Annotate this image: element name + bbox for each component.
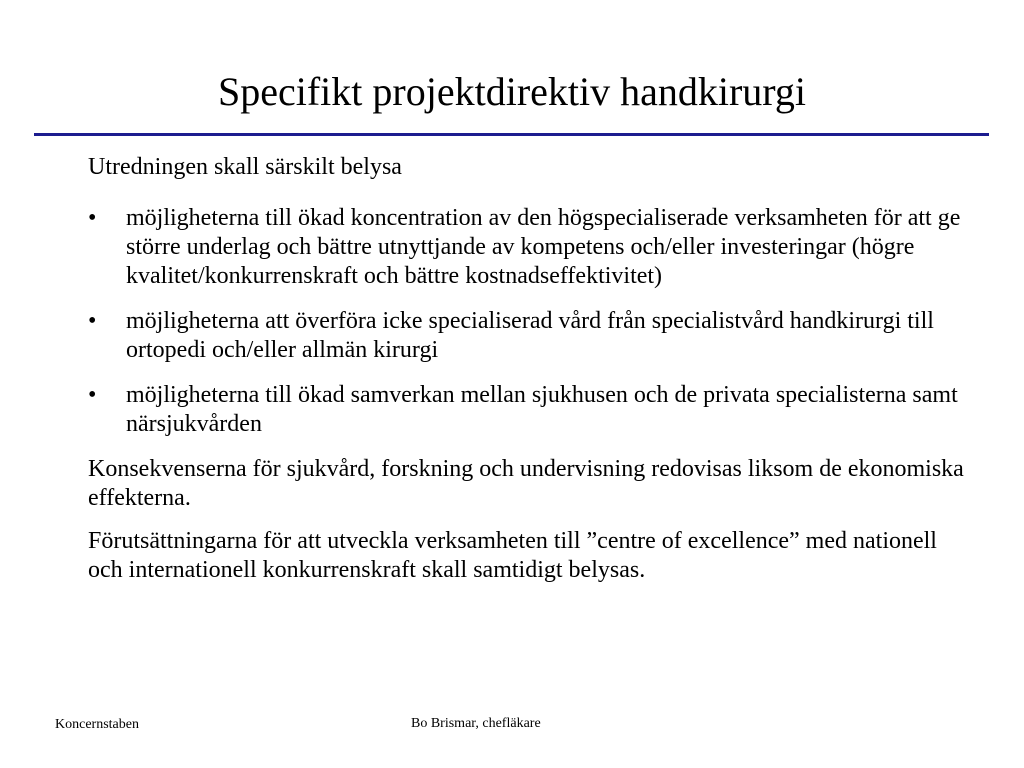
bullet-item	[88, 381, 968, 439]
footer-author: Bo Brismar, chefläkare	[411, 716, 541, 731]
footer-organization: Koncernstaben	[55, 717, 139, 732]
bullet-marker: •	[88, 308, 97, 334]
prerequisites-paragraph: Förutsättningarna för att utveckla verksamheten till ”centre of excellence” med nationell och internationell konkurrenskraft skall samtidigt belysas.	[88, 528, 937, 583]
bullet-marker: •	[88, 382, 97, 408]
intro-text: Utredningen skall särskilt belysa	[88, 154, 402, 180]
title-underline	[34, 133, 989, 136]
slide-body	[88, 153, 968, 599]
bullet-text: möjligheterna till ökad samverkan mellan sjukhusen och de privata specialisterna samt närsjukvården	[126, 382, 958, 437]
bullet-item	[88, 307, 968, 365]
slide-title: Specifikt projektdirektiv handkirurgi	[217, 69, 807, 114]
bullet-item	[88, 204, 968, 291]
consequences-paragraph: Konsekvenserna för sjukvård, forskning och undervisning redovisas liksom de ekonomiska effekterna.	[88, 456, 964, 511]
bullet-marker: •	[88, 205, 97, 231]
bullet-text: möjligheterna till ökad koncentration av den högspecialiserade verksamheten för att ge större underlag och bättre utnyttjande av kompetens och/eller investeringar (högre kvalitet/konkurrenskraft och bättre kostnadseffektivitet)	[126, 205, 961, 289]
bullet-text: möjligheterna att överföra icke specialiserad vård från specialistvård handkirurgi till ortopedi och/eller allmän kirurgi	[126, 308, 934, 363]
bullet-list	[88, 204, 968, 439]
